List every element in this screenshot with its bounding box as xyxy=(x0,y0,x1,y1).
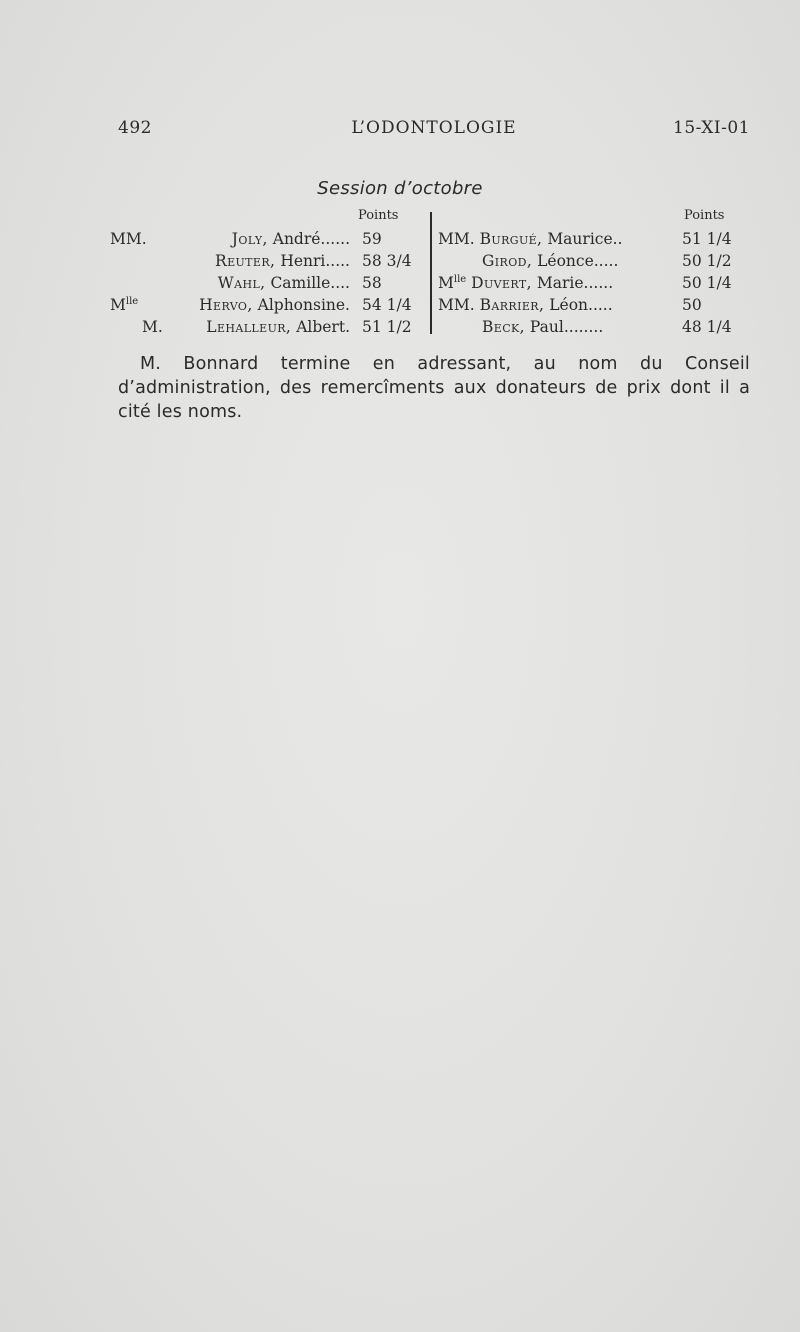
candidate-score: 50 xyxy=(682,296,702,314)
journal-title: L’ODONTOLOGIE xyxy=(351,118,517,138)
candidate-name: Wahl, Camille.... xyxy=(217,274,350,292)
running-header xyxy=(118,118,750,148)
candidate-score: 51 1/2 xyxy=(362,318,412,336)
candidate-name: MM. Burgué, Maurice.. xyxy=(438,230,623,248)
table-row xyxy=(110,296,428,318)
candidate-name: $M^{lle}$ Duvert, Marie...... xyxy=(438,274,614,293)
table-row xyxy=(438,318,758,340)
page-number: 492 xyxy=(118,118,152,138)
candidate-score: 58 3/4 xyxy=(362,252,412,270)
candidate-score: 48 1/4 xyxy=(682,318,732,336)
title-prefix: $M^{lle}$ xyxy=(110,296,139,315)
candidate-name: MM. Barrier, Léon..... xyxy=(438,296,613,314)
candidate-name: Lehalleur, Albert. xyxy=(206,318,350,336)
points-header-right: Points xyxy=(684,208,725,223)
candidate-name: Joly, André...... xyxy=(231,230,350,248)
issue-date: 15-XI-01 xyxy=(673,118,750,138)
table-row xyxy=(110,318,428,340)
candidate-name: Reuter, Henri..... xyxy=(215,252,350,270)
column-divider xyxy=(430,212,432,334)
table-row xyxy=(438,296,758,318)
table-row xyxy=(438,274,758,296)
candidate-score: 51 1/4 xyxy=(682,230,732,248)
paragraph-text: M. Bonnard termine en adressant, au nom du Conseil d’administration, des remercîments aux donateurs de prix dont il a cité les noms. xyxy=(118,354,750,422)
table-row xyxy=(438,252,758,274)
points-header-left: Points xyxy=(358,208,399,223)
candidate-score: 59 xyxy=(362,230,382,248)
table-row xyxy=(110,252,428,274)
results-table xyxy=(110,208,758,336)
closing-paragraph xyxy=(118,352,750,424)
table-row xyxy=(110,274,428,296)
candidate-score: 50 1/2 xyxy=(682,252,732,270)
table-row xyxy=(110,230,428,252)
candidate-score: 54 1/4 xyxy=(362,296,412,314)
table-row xyxy=(438,230,758,252)
candidate-score: 58 xyxy=(362,274,382,292)
session-title: Session d’octobre xyxy=(317,178,483,199)
title-prefix: M. xyxy=(142,318,163,336)
candidate-name: Beck, Paul........ xyxy=(482,318,604,336)
title-prefix: MM. xyxy=(110,230,147,248)
candidate-name: Girod, Léonce..... xyxy=(482,252,619,270)
candidate-score: 50 1/4 xyxy=(682,274,732,292)
candidate-name: Hervo, Alphonsine. xyxy=(199,296,350,314)
